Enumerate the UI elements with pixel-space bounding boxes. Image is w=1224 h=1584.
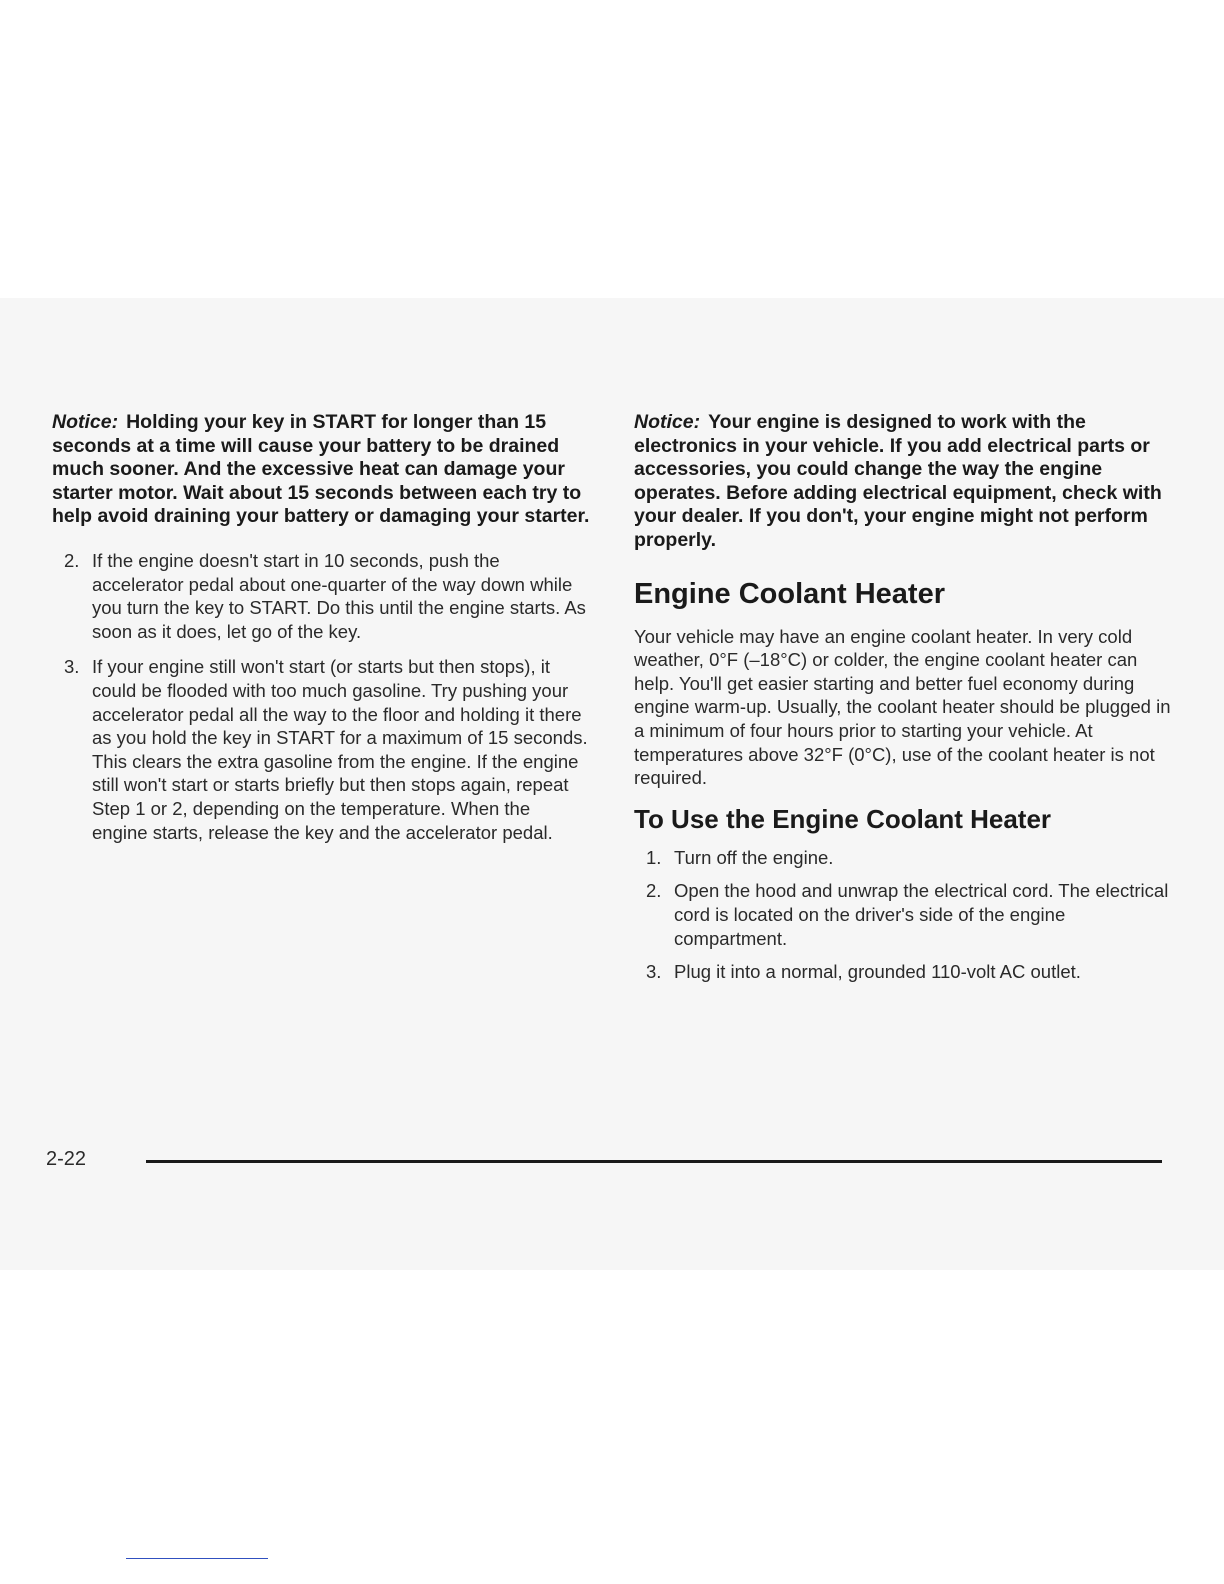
- subsection-title: To Use the Engine Coolant Heater: [634, 803, 1052, 834]
- heater-steps-list: [634, 846, 1174, 984]
- notice-text: Your engine is designed to work with the electronics in your vehicle. If you add electrical parts or accessories, you could change the way the engine operates. Before adding electrical equipment, check with your dealer. If you don't, your engine might not perform properly.: [634, 411, 1162, 551]
- footer-rule: [146, 1160, 1162, 1163]
- starting-steps-list: [52, 549, 590, 844]
- page-number: 2-22: [46, 1148, 87, 1170]
- link-underline: [126, 1558, 268, 1559]
- step-text: If your engine still won't start (or starts but then stops), it could be flooded with too much gasoline. Try pushing your accelerator pedal all the way to the floor and holding it there as you hold the key in START for a maximum of 15 seconds. This clears the extra gasoline from the engine. If the engine still won't start or starts briefly but then stops again, repeat Step 1 or 2, depending on the temperature. When the engine starts, release the key and the accelerator pedal.: [92, 656, 588, 843]
- section-title: Engine Coolant Heater: [634, 577, 945, 610]
- notice-starter: [52, 411, 590, 529]
- notice-electronics: [634, 411, 1174, 553]
- step-text: If the engine doesn't start in 10 seconds, push the accelerator pedal about one-quarter of the way down while you turn the key to START. Do this until the engine starts. As soon as it does, let go of the key.: [92, 549, 586, 642]
- list-item: [634, 960, 1174, 984]
- list-item: [634, 879, 1174, 950]
- notice-label: Notice:: [52, 411, 119, 433]
- step-number: 3.: [64, 656, 80, 678]
- step-text: Turn off the engine.: [674, 846, 834, 868]
- list-item: [634, 846, 1174, 870]
- list-item: [52, 549, 590, 643]
- section-body: Your vehicle may have an engine coolant heater. In very cold weather, 0°F (–18°C) or colder, the engine coolant heater can help. You'll get easier starting and better fuel economy during engine warm-up. Usually, the coolant heater should be plugged in a minimum of four hours prior to starting your vehicle. At temperatures above 32°F (0°C), use of the coolant heater is not required.: [634, 625, 1171, 789]
- step-text: Open the hood and unwrap the electrical cord. The electrical cord is located on the driver's side of the engine compartment.: [674, 880, 1169, 949]
- step-number: 1.: [646, 846, 662, 868]
- left-column: [52, 411, 590, 844]
- notice-label: Notice:: [634, 411, 701, 433]
- list-item: [52, 655, 590, 844]
- right-column: [634, 411, 1174, 984]
- step-number: 3.: [646, 961, 662, 983]
- step-number: 2.: [646, 880, 662, 902]
- step-number: 2.: [64, 549, 80, 571]
- notice-text: Holding your key in START for longer than 15 seconds at a time will cause your battery to be drained much sooner. And the excessive heat can damage your starter motor. Wait about 15 seconds between each try to help avoid draining your battery or damaging your starter.: [52, 411, 590, 528]
- step-text: Plug it into a normal, grounded 110-volt AC outlet.: [674, 961, 1081, 983]
